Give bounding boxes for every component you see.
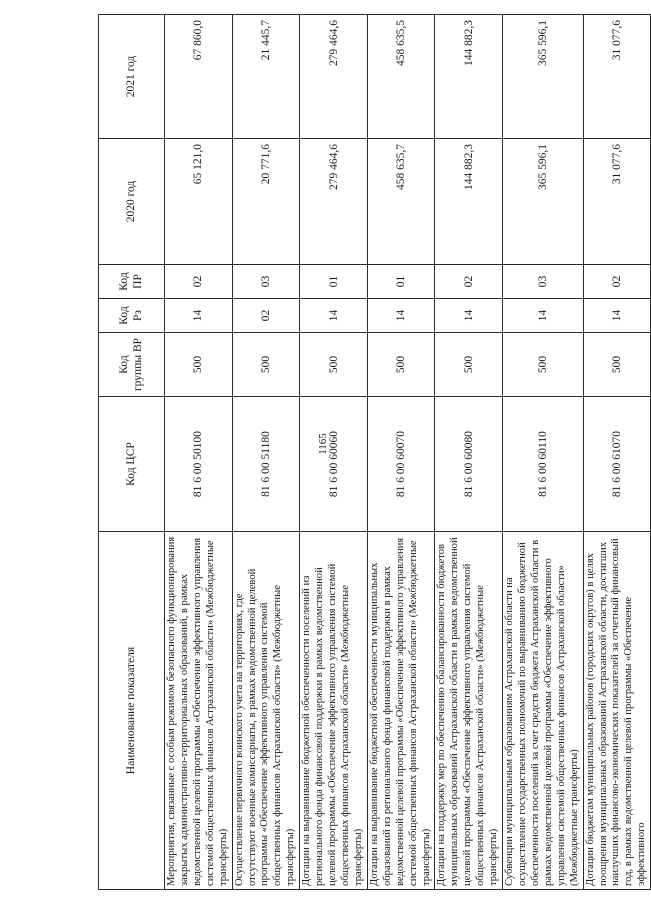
row-vr-cell: 500: [232, 333, 300, 397]
row-pr-cell: 02: [583, 265, 651, 299]
row-name-cell: Субвенции муниципальным образованиям Астраханской области на осуществление государственных полномочий по выравниванию бюджетной обеспеченности поселений за счет средств бюджета Астраханской области в рамках ведомственной целевой программы «Обеспечение эффективного управления системой общественных финансов Астраханской области» (Межбюджетные трансферты): [503, 532, 584, 890]
header-csr: Код ЦСР: [99, 397, 165, 532]
row-pr-cell: 01: [300, 265, 368, 299]
row-name-cell: Дотации на выравнивание бюджетной обеспеченности муниципальных образований из регионального фонда финансовой поддержки в рамках ведомственной целевой программы «Обеспечение эффективного управления системой общественных финансов Астраханской области» (Межбюджетные трансферты): [367, 532, 435, 890]
row-csr-cell: 81 6 00 60110: [503, 397, 584, 532]
row-rz-cell: 14: [300, 299, 368, 333]
row-name-cell: Дотации бюджетам муниципальных районов (городских округов) в целях поощрения муниципальных образований Астраханской области, достигших наилучших финансово-экономических показателей за отчетный финансовый год, в рамках ведомственной целевой программы «Обеспечение эффективного: [583, 532, 651, 890]
row-2021-cell: 144 882,3: [435, 15, 503, 139]
row-pr-cell: 02: [435, 265, 503, 299]
row-2020-cell: 279 464,6: [300, 139, 368, 265]
row-2021-cell: 67 860,0: [165, 15, 233, 139]
row-pr-cell: 03: [232, 265, 300, 299]
row-vr-cell: 500: [300, 333, 368, 397]
table-row: [367, 15, 435, 890]
row-2020-cell: 365 596,1: [503, 139, 584, 265]
table-rotated-wrapper: [98, 15, 648, 890]
row-rz-cell: 14: [583, 299, 651, 333]
table-row: [300, 15, 368, 890]
header-rz: Код Рз: [99, 299, 165, 333]
row-csr-cell: 81 6 00 60070: [367, 397, 435, 532]
row-name-cell: Дотации на поддержку мер по обеспечению сбалансированности бюджетов муниципальных образований Астраханской области в рамках ведомственной целевой программы «Обеспечение эффективного управления системой общественных финансов Астраханской области» (Межбюджетные трансферты): [435, 532, 503, 890]
row-2020-cell: 31 077,6: [583, 139, 651, 265]
row-2020-cell: 65 121,0: [165, 139, 233, 265]
table-row: [583, 15, 651, 890]
header-pr: Код ПР: [99, 265, 165, 299]
row-rz-cell: 14: [367, 299, 435, 333]
row-name-cell: Дотации на выравнивание бюджетной обеспеченности поселений из регионального фонда финансовой поддержки в рамках ведомственной целевой программы «Обеспечение эффективного управления системой общественных финансов Астраханской области» (Межбюджетные трансферты): [300, 532, 368, 890]
row-2021-cell: 279 464,6: [300, 15, 368, 139]
header-2020: 2020 год: [99, 139, 165, 265]
row-csr-cell: 81 6 00 51180: [232, 397, 300, 532]
row-2021-cell: 365 596,1: [503, 15, 584, 139]
row-vr-cell: 500: [367, 333, 435, 397]
table-row: [435, 15, 503, 890]
budget-table: [98, 14, 651, 890]
row-csr-cell: 81 6 00 50100: [165, 397, 233, 532]
document-sheet: [98, 15, 648, 890]
row-csr-cell: 81 6 00 60080: [435, 397, 503, 532]
row-name-cell: Осуществление первичного воинского учета на территориях, где отсутствуют военные комиссариаты, в рамках ведомственной целевой программы «Обеспечение эффективного управления системой общественных финансов Астраханской области» (Межбюджетные трансферты): [232, 532, 300, 890]
header-2021: 2021 год: [99, 15, 165, 139]
row-vr-cell: 500: [503, 333, 584, 397]
page-number: 1165: [317, 433, 329, 455]
row-csr-cell: 81 6 00 60060: [300, 397, 368, 532]
row-vr-cell: 500: [435, 333, 503, 397]
header-name: Наименование показателя: [99, 532, 165, 890]
row-csr-cell: 81 6 00 61070: [583, 397, 651, 532]
row-pr-cell: 03: [503, 265, 584, 299]
row-rz-cell: 14: [503, 299, 584, 333]
table-row: [232, 15, 300, 890]
row-2021-cell: 21 445,7: [232, 15, 300, 139]
header-vr: Код группы ВР: [99, 333, 165, 397]
row-vr-cell: 500: [165, 333, 233, 397]
row-vr-cell: 500: [583, 333, 651, 397]
row-pr-cell: 01: [367, 265, 435, 299]
row-pr-cell: 02: [165, 265, 233, 299]
row-2020-cell: 20 771,6: [232, 139, 300, 265]
row-2020-cell: 144 882,3: [435, 139, 503, 265]
row-rz-cell: 14: [165, 299, 233, 333]
row-2021-cell: 458 635,5: [367, 15, 435, 139]
row-2021-cell: 31 077,6: [583, 15, 651, 139]
table-row: [165, 15, 233, 890]
table-header-row: [99, 15, 165, 890]
table-row: [503, 15, 584, 890]
row-2020-cell: 458 635,7: [367, 139, 435, 265]
row-name-cell: Мероприятия, связанные с особым режимом безопасного функционирования закрытых административно-территориальных образований, в рамках ведомственной целевой программы «Обеспечение эффективного управления системой общественных финансов Астраханской области» (Межбюджетные трансферты): [165, 532, 233, 890]
row-rz-cell: 02: [232, 299, 300, 333]
row-rz-cell: 14: [435, 299, 503, 333]
